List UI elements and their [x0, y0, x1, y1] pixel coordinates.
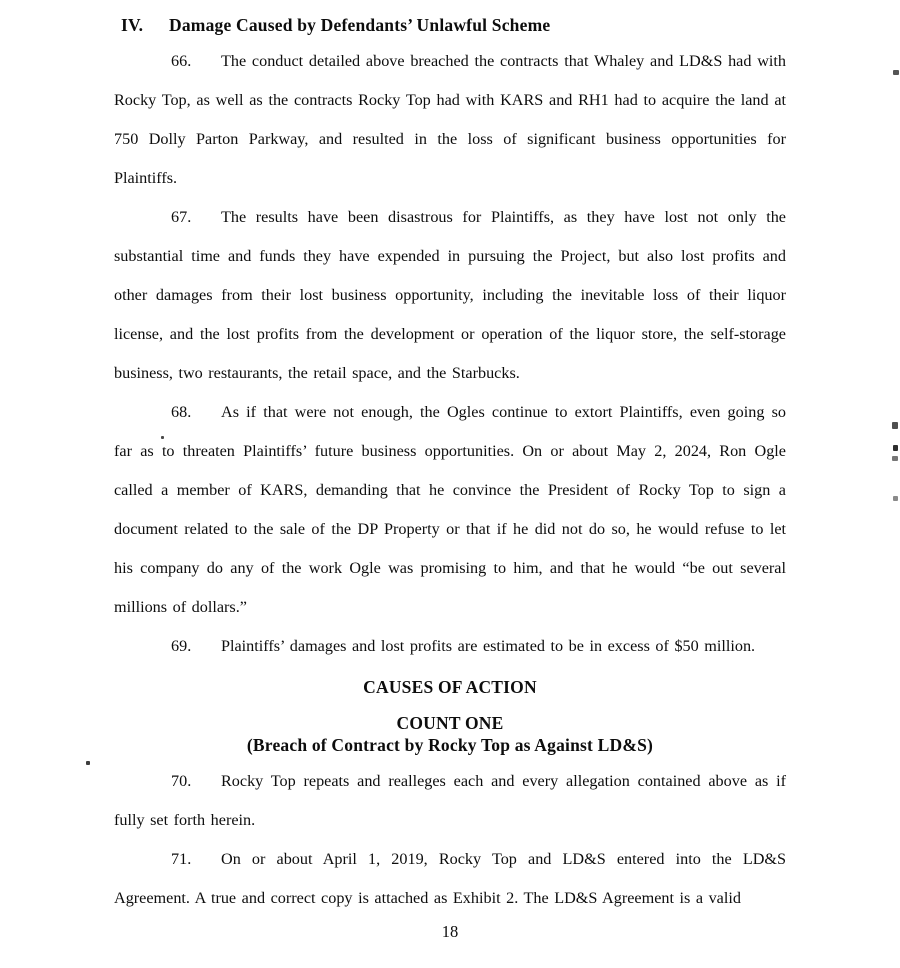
section-heading — [114, 14, 786, 36]
paragraph-number: 66. — [171, 52, 192, 70]
causes-of-action-heading: CAUSES OF ACTION — [363, 677, 537, 697]
paragraph-text: The results have been disastrous for Plaintiffs, as they have lost not only the substantial time and funds they have expended in pursuing the Project, but also lost profits and other damages from their lost business opportunity, including the inevitable loss of their liquor license, and the lost profits from the development or operation of the liquor store, the self-storage business, two restaurants, the retail space, and the Starbucks. — [114, 208, 786, 382]
paragraph-70 — [114, 762, 786, 840]
paragraph-text: As if that were not enough, the Ogles continue to extort Plaintiffs, even going so far as to threaten Plaintiffs’ future business opportunities. On or about May 2, 2024, Ron Ogle called a member of KARS, demanding that he convince the President of Rocky Top to sign a document related to the sale of the DP Property or that if he did not do so, he would refuse to let his company do any of the work Ogle was promising to him, and that he would “be out several millions of dollars.” — [114, 403, 786, 616]
paragraph-text: Plaintiffs’ damages and lost profits are estimated to be in excess of $50 million. — [221, 637, 756, 655]
scan-speck — [893, 70, 899, 75]
paragraph-68 — [114, 393, 786, 627]
count-one-heading — [114, 712, 786, 756]
page-content — [114, 0, 786, 944]
page-number: 18 — [441, 922, 459, 941]
section-title: Damage Caused by Defendants’ Unlawful Scheme — [169, 15, 551, 35]
paragraph-69 — [114, 627, 786, 666]
paragraph-number: 71. — [171, 850, 192, 868]
paragraph-67 — [114, 198, 786, 393]
scan-speck — [161, 436, 164, 439]
section-number: IV. — [121, 15, 144, 35]
paragraph-number: 68. — [171, 403, 192, 421]
scan-speck — [893, 496, 898, 501]
paragraph-number: 67. — [171, 208, 192, 226]
paragraph-66 — [114, 42, 786, 198]
scan-speck — [893, 445, 898, 451]
scan-speck — [892, 422, 898, 429]
paragraph-71 — [114, 840, 786, 918]
count-one-subtitle: (Breach of Contract by Rocky Top as Against LD&S) — [246, 735, 654, 755]
paragraph-text: Rocky Top repeats and realleges each and every allegation contained above as if fully set forth herein. — [114, 772, 786, 829]
scan-speck — [892, 456, 898, 461]
paragraph-text: On or about April 1, 2019, Rocky Top and LD&S entered into the LD&S Agreement. A true and correct copy is attached as Exhibit 2. The LD&S Agreement is a valid — [114, 850, 786, 907]
scan-speck — [86, 761, 90, 765]
paragraph-number: 69. — [171, 637, 192, 655]
count-one-title: COUNT ONE — [396, 713, 504, 733]
paragraph-text: The conduct detailed above breached the contracts that Whaley and LD&S had with Rocky Top, as well as the contracts Rocky Top had with KARS and RH1 had to acquire the land at 750 Dolly Parton Parkway, and resulted in the loss of significant business opportunities for Plaintiffs. — [114, 52, 786, 187]
paragraph-number: 70. — [171, 772, 192, 790]
